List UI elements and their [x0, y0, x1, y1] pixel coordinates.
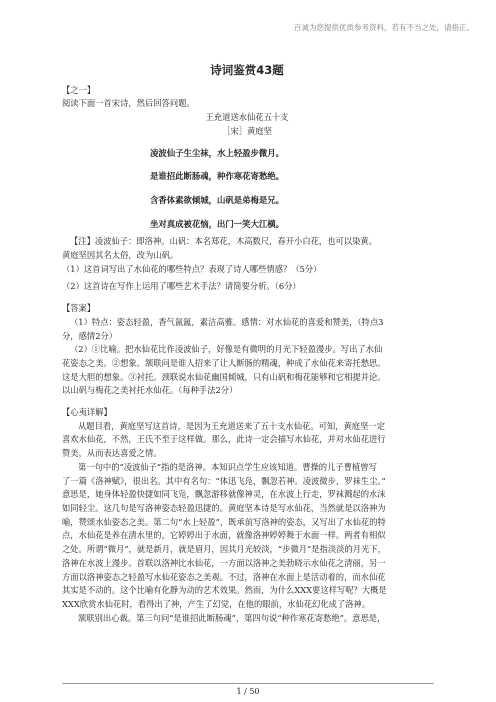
analysis-heading: 【心夷详解】 [62, 407, 112, 418]
answer-text: （2）①比喻。把水仙花比作凌波仙子，好像是有微明的月光下轻盈漫步。写出了水仙 [70, 344, 383, 355]
header-watermark: 百诚为您提供优质参考资料，若有不当之处，请指正。 [294, 23, 474, 32]
analysis-text: 点，水仙花是养在清水里的，它婷婷出于水面，就像洛神婷婷舞于水面一样。两者有相似 [62, 530, 386, 541]
poem-line: 是谁招此断肠魂，种作寒花寄愁绝。 [150, 171, 284, 182]
analysis-text: 喜欢水仙花，不然，王氏不至于这样做。那么，此诗一定会描写水仙花，并对水仙花进行 [62, 434, 386, 445]
analysis-text: 洛神在水波上漫步。首联以洛神比水仙花，一方面以洛神之美勃晓示水仙花之清丽，另一 [62, 557, 386, 568]
section-heading: 【之一】 [62, 84, 96, 95]
page-title: 诗词鉴赏43题 [210, 63, 284, 77]
answer-text: （1）特点：姿态轻盈，香气氤氲，素洁高雅。感情：对水仙花的喜爱和赞美，（特点3 [70, 316, 384, 327]
page-number: 1 / 50 [236, 687, 260, 696]
poem-line: 含香体素欲倾城，山矾是弟梅是兄。 [150, 194, 284, 205]
poem-line: 坐对真成被花恼，出门一笑大江横。 [150, 218, 284, 229]
analysis-text: 之处。所谓“微月”，就是新月，就是眉月，因其月光较淡，“步微月”是指淡淡的月光下， [62, 544, 386, 555]
answer-text: 花姿态之美。②想象。颔联问是谁人招来了让人断肠的精魂，种成了水仙花来寄托愁思。 [62, 357, 386, 368]
answer-text: 分，感情2分） [62, 330, 118, 341]
note-text: 【注】凌波仙子：即洛神。山矾：本名郑花，木高数尺，春开小白花，也可以染黄。 [70, 236, 377, 247]
analysis-text: 喻，赞颂水仙姿态之美。第二句“水上轻盈”，既承前写洛神的姿态，又写出了水仙花的特 [62, 516, 386, 527]
analysis-text: 颔联别出心裁。第三句问“是谁招此断肠魂”，第四句说“种作寒花寄愁绝”。意思是， [78, 612, 386, 623]
question-2: （2）这首诗在写作上运用了哪些艺术手法？请简要分析。（6分） [62, 281, 301, 292]
analysis-text: 意思是，她身体轻盈快捷如同飞凫，飘忽游移就像神灵，在水波上行走，罗袜溅起的水沫 [62, 489, 386, 500]
poem-author: ［宋］黄庭坚 [222, 125, 272, 136]
analysis-text: 其实是不动的。这个比喻有化静为动的艺术效果。然而，为什么XXX要这样写呢？大概是 [62, 585, 387, 596]
analysis-text: XXX欣赏水仙花时，看得出了神，产生了幻觉，在他的眼前，水仙花幻化成了洛神。 [62, 598, 371, 609]
note-text: 黄庭坚因其名太俗，改为山矾。 [62, 250, 179, 261]
answer-heading: 【答案】 [62, 303, 96, 314]
poem-title: 王充道送水仙花五十支 [205, 112, 289, 123]
analysis-text: 了一篇《洛神赋》，很出名。其中有名句：“体迅飞凫，飘忽若神。凌波微步，罗袜生尘。” [62, 475, 386, 486]
analysis-text: 从题目看，黄庭坚写这首诗，是因为王充道送来了五十支水仙花。可知，黄庭坚一定 [78, 420, 385, 431]
document-page [62, 56, 432, 625]
instruction-text: 阅读下面一首宋诗，然后回答问题。 [62, 98, 195, 109]
answer-text: 这是大胆的想象。③衬托。颈联说水仙花幽国倾城，只有山矾和梅花能够和它相提并论。 [62, 371, 386, 382]
analysis-text: 第一句中的“凌波仙子”指的是洛神。本知识点学生应该知道。曹操的儿子曹植曾写 [78, 461, 377, 472]
answer-text: 以山矾与梅花之美衬托水仙花。（每种手法2分） [62, 385, 238, 396]
analysis-text: 赞美，从而表达喜爱之情。 [62, 448, 162, 459]
footer-divider [62, 683, 434, 684]
analysis-text: 方面以洛神姿态之轻盈写水仙花姿态之美观。不过，洛神在水面上是活动着的，而水仙花 [62, 571, 386, 582]
question-1: （1）这首词写出了水仙花的哪些特点？表现了诗人哪些情感？（5分） [62, 263, 322, 274]
analysis-text: 如同轻尘。这几句是写洛神姿态轻盈迅捷的。黄庭坚本诗是写水仙花，当然就是以洛神为 [62, 502, 386, 513]
poem-line: 凌波仙子生尘袜，水上轻盈步微月。 [150, 147, 284, 158]
